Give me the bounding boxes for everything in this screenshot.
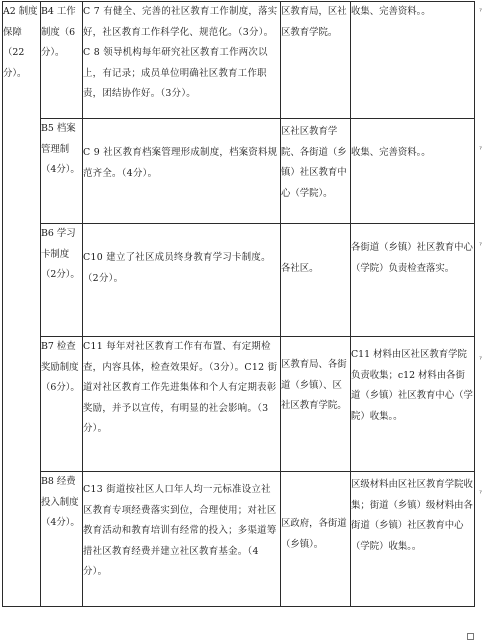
paragraph-mark-icon: ˀ	[479, 241, 482, 250]
criteria-cell: C10 建立了社区成员终身教育学习卡制度。（2分）。	[83, 224, 281, 337]
responsible-cell: 各社区。	[281, 224, 351, 337]
materials-cell: 区级材料由区社区教育学院收集；街道（乡镇）级材料由各街道（乡镇）社区教育中心（学院）收集。。	[351, 472, 475, 607]
criteria-cell: C11 每年对社区教育工作有布置、有定期检查，内容具体，检查效果好。（3分）。C12 街道对社区教育工作先进集体和个人有定期表彰奖励，并予以宣传，有明显的社会影响。（3分）。	[83, 337, 281, 472]
responsible-cell: 区社区教育学院、各街道（乡镇）社区教育中心（学院）。	[281, 119, 351, 224]
responsible-cell: 区教育局，区社区教育学院。	[281, 2, 351, 119]
criteria-cell: C 9 社区教育档案管理形成制度，档案资料规范齐全。（4分）。	[83, 119, 281, 224]
paragraph-mark-icon: ˀ	[479, 7, 482, 16]
item-cell: B4 工作制度（6分）。	[41, 2, 83, 119]
item-cell: B5 档案管理制（4分）。	[41, 119, 83, 224]
responsible-cell: 区政府，各街道（乡镇）。	[281, 472, 351, 607]
table-row	[3, 337, 475, 472]
table-resize-handle[interactable]	[467, 633, 474, 640]
materials-cell: 各街道（乡镇）社区教育中心（学院）负责检查落实。	[351, 224, 475, 337]
table-row	[3, 472, 475, 607]
paragraph-mark-icon: ˀ	[479, 489, 482, 498]
table-row	[3, 2, 475, 119]
paragraph-mark-icon: ˀ	[479, 355, 482, 364]
table-row	[3, 119, 475, 224]
paragraph-mark-icon: ˀ	[479, 145, 482, 154]
criteria-cell: C13 街道按社区人口年人均一元标准设立社区教育专项经费落实到位，合理使用；对社区教育活动和教育培训有经常的投入；多渠道筹措社区教育经费并建立社区教育基金。（4分）。	[83, 472, 281, 607]
responsible-cell: 区教育局、各街道（乡镇）、区社区教育学院。	[281, 337, 351, 472]
item-cell: B6 学习卡制度（2分）。	[41, 224, 83, 337]
materials-cell: 收集、完善资料。。	[351, 119, 475, 224]
materials-cell: C11 材料由区社区教育学院负责收集；c12 材料由各街道（乡镇）社区教育中心（学院）收集。。	[351, 337, 475, 472]
table-row	[3, 224, 475, 337]
evaluation-table	[2, 1, 475, 607]
item-cell: B8 经费投入制度（4分）。	[41, 472, 83, 607]
criteria-cell: C 7 有健全、完善的社区教育工作制度，落实好，社区教育工作科学化、规范化。（3分）。C 8 领导机构每年研究社区教育工作两次以上，有记录；成员单位明确社区教育工作职责，团结协作好。（3分）。	[83, 2, 281, 119]
item-cell: B7 检查奖励制度（6分）。	[41, 337, 83, 472]
category-cell: A2 制度保障（22分）。	[3, 2, 41, 607]
materials-cell: 收集、完善资料。。	[351, 2, 475, 119]
